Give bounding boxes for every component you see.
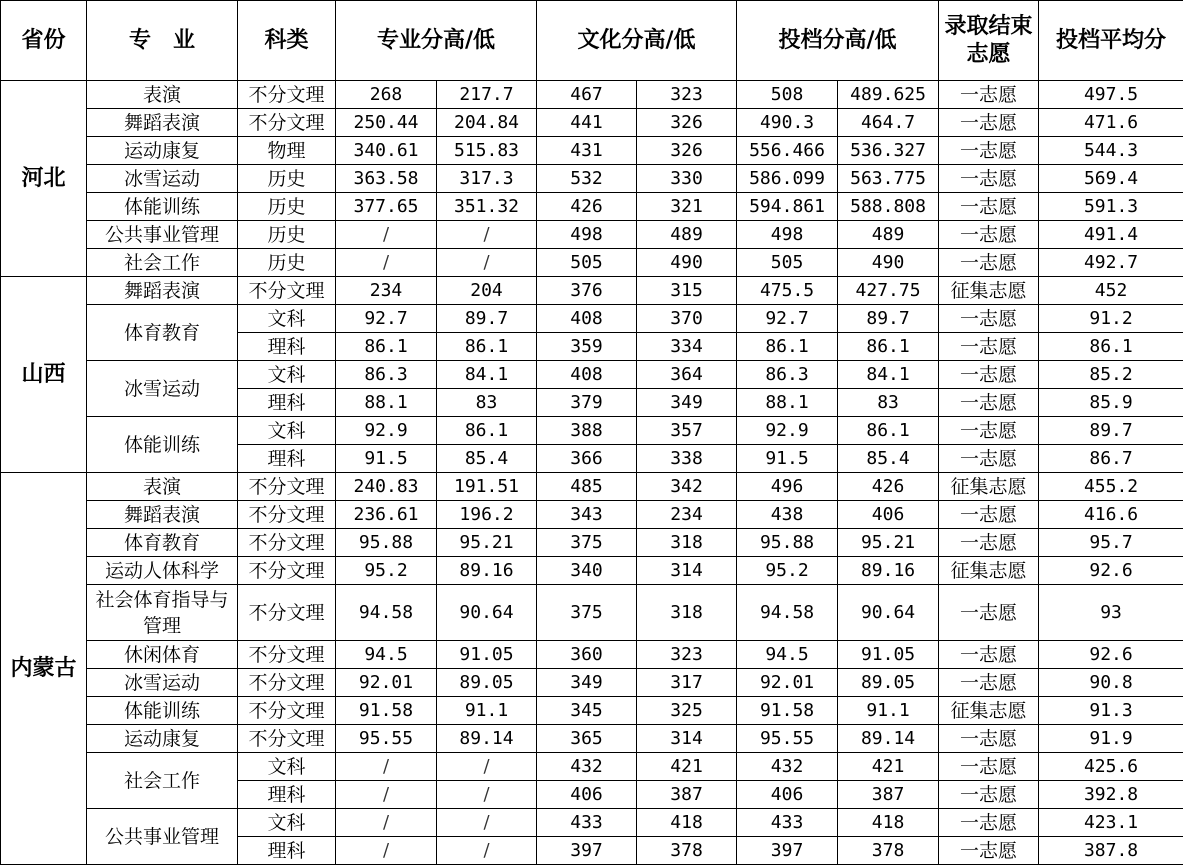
culture-high-cell: 375: [537, 529, 637, 557]
average-cell: 425.6: [1039, 753, 1183, 781]
category-cell: 文科: [238, 305, 336, 333]
culture-low-cell: 370: [637, 305, 737, 333]
volunteer-cell: 一志愿: [939, 445, 1039, 473]
pro-high-cell: 92.9: [336, 417, 437, 445]
file-high-cell: 594.861: [737, 193, 838, 221]
culture-low-cell: 323: [637, 641, 737, 669]
major-cell: 社会体育指导与管理: [87, 585, 238, 641]
pro-low-cell: 86.1: [437, 333, 537, 361]
volunteer-cell: 一志愿: [939, 165, 1039, 193]
file-high-cell: 92.01: [737, 669, 838, 697]
major-cell: 社会工作: [87, 249, 238, 277]
major-cell: 运动康复: [87, 137, 238, 165]
culture-low-cell: 321: [637, 193, 737, 221]
culture-high-cell: 349: [537, 669, 637, 697]
table-row: [1, 809, 1183, 837]
culture-low-cell: 330: [637, 165, 737, 193]
file-low-cell: 387: [838, 781, 939, 809]
table-row: [1, 753, 1183, 781]
table-row: [1, 669, 1183, 697]
volunteer-cell: 一志愿: [939, 109, 1039, 137]
average-cell: 91.9: [1039, 725, 1183, 753]
pro-low-cell: /: [437, 753, 537, 781]
file-high-cell: 92.7: [737, 305, 838, 333]
file-high-cell: 556.466: [737, 137, 838, 165]
average-cell: 497.5: [1039, 81, 1183, 109]
table-row: [1, 641, 1183, 669]
category-cell: 不分文理: [238, 473, 336, 501]
major-cell: 社会工作: [87, 753, 238, 809]
culture-high-cell: 426: [537, 193, 637, 221]
volunteer-cell: 一志愿: [939, 641, 1039, 669]
volunteer-cell: 一志愿: [939, 753, 1039, 781]
culture-high-cell: 340: [537, 557, 637, 585]
category-cell: 不分文理: [238, 277, 336, 305]
culture-high-cell: 498: [537, 221, 637, 249]
culture-high-cell: 376: [537, 277, 637, 305]
file-low-cell: 378: [838, 837, 939, 865]
file-high-cell: 95.55: [737, 725, 838, 753]
table-row: [1, 557, 1183, 585]
average-cell: 95.7: [1039, 529, 1183, 557]
average-cell: 423.1: [1039, 809, 1183, 837]
header-average: 投档平均分: [1039, 1, 1183, 81]
culture-high-cell: 360: [537, 641, 637, 669]
volunteer-cell: 一志愿: [939, 305, 1039, 333]
header-major: 专 业: [87, 1, 238, 81]
major-cell: 体能训练: [87, 697, 238, 725]
average-cell: 491.4: [1039, 221, 1183, 249]
pro-high-cell: /: [336, 221, 437, 249]
volunteer-cell: 一志愿: [939, 193, 1039, 221]
culture-high-cell: 532: [537, 165, 637, 193]
pro-low-cell: 351.32: [437, 193, 537, 221]
file-high-cell: 91.5: [737, 445, 838, 473]
file-low-cell: 84.1: [838, 361, 939, 389]
culture-low-cell: 421: [637, 753, 737, 781]
pro-high-cell: 94.5: [336, 641, 437, 669]
category-cell: 不分文理: [238, 529, 336, 557]
header-admission-end: 录取结束志愿: [939, 1, 1039, 81]
culture-low-cell: 489: [637, 221, 737, 249]
volunteer-cell: 一志愿: [939, 501, 1039, 529]
file-high-cell: 88.1: [737, 389, 838, 417]
table-row: [1, 417, 1183, 445]
average-cell: 91.2: [1039, 305, 1183, 333]
file-low-cell: 588.808: [838, 193, 939, 221]
culture-high-cell: 485: [537, 473, 637, 501]
table-row: [1, 221, 1183, 249]
pro-low-cell: 89.16: [437, 557, 537, 585]
file-high-cell: 94.5: [737, 641, 838, 669]
major-cell: 体能训练: [87, 193, 238, 221]
category-cell: 历史: [238, 165, 336, 193]
culture-high-cell: 505: [537, 249, 637, 277]
category-cell: 不分文理: [238, 697, 336, 725]
pro-high-cell: /: [336, 249, 437, 277]
file-low-cell: 83: [838, 389, 939, 417]
pro-high-cell: /: [336, 753, 437, 781]
average-cell: 89.7: [1039, 417, 1183, 445]
culture-high-cell: 433: [537, 809, 637, 837]
province-cell: 内蒙古: [1, 473, 87, 865]
table-row: [1, 193, 1183, 221]
culture-high-cell: 441: [537, 109, 637, 137]
file-low-cell: 421: [838, 753, 939, 781]
file-high-cell: 505: [737, 249, 838, 277]
major-cell: 冰雪运动: [87, 165, 238, 193]
file-high-cell: 86.3: [737, 361, 838, 389]
header-file-score: 投档分高/低: [737, 1, 939, 81]
pro-low-cell: 89.05: [437, 669, 537, 697]
pro-low-cell: 91.05: [437, 641, 537, 669]
header-pro-score: 专业分高/低: [336, 1, 537, 81]
file-low-cell: 91.05: [838, 641, 939, 669]
culture-low-cell: 338: [637, 445, 737, 473]
file-high-cell: 496: [737, 473, 838, 501]
volunteer-cell: 征集志愿: [939, 277, 1039, 305]
volunteer-cell: 征集志愿: [939, 557, 1039, 585]
file-low-cell: 406: [838, 501, 939, 529]
category-cell: 理科: [238, 445, 336, 473]
category-cell: 理科: [238, 781, 336, 809]
table-row: [1, 529, 1183, 557]
pro-high-cell: 250.44: [336, 109, 437, 137]
culture-high-cell: 408: [537, 305, 637, 333]
table-row: [1, 361, 1183, 389]
major-cell: 体育教育: [87, 305, 238, 361]
major-cell: 运动人体科学: [87, 557, 238, 585]
pro-low-cell: 84.1: [437, 361, 537, 389]
culture-high-cell: 379: [537, 389, 637, 417]
table-row: [1, 81, 1183, 109]
file-high-cell: 498: [737, 221, 838, 249]
pro-high-cell: /: [336, 781, 437, 809]
pro-high-cell: 94.58: [336, 585, 437, 641]
culture-low-cell: 317: [637, 669, 737, 697]
volunteer-cell: 一志愿: [939, 389, 1039, 417]
volunteer-cell: 一志愿: [939, 837, 1039, 865]
pro-low-cell: 89.14: [437, 725, 537, 753]
culture-low-cell: 334: [637, 333, 737, 361]
average-cell: 591.3: [1039, 193, 1183, 221]
pro-low-cell: 204.84: [437, 109, 537, 137]
culture-high-cell: 431: [537, 137, 637, 165]
culture-low-cell: 318: [637, 529, 737, 557]
pro-high-cell: 95.2: [336, 557, 437, 585]
file-high-cell: 95.88: [737, 529, 838, 557]
file-high-cell: 86.1: [737, 333, 838, 361]
pro-low-cell: /: [437, 221, 537, 249]
pro-low-cell: 83: [437, 389, 537, 417]
pro-high-cell: 92.7: [336, 305, 437, 333]
header-category: 科类: [238, 1, 336, 81]
culture-low-cell: 357: [637, 417, 737, 445]
category-cell: 不分文理: [238, 725, 336, 753]
file-high-cell: 95.2: [737, 557, 838, 585]
average-cell: 492.7: [1039, 249, 1183, 277]
pro-high-cell: /: [336, 809, 437, 837]
table-row: [1, 137, 1183, 165]
volunteer-cell: 一志愿: [939, 249, 1039, 277]
volunteer-cell: 征集志愿: [939, 473, 1039, 501]
category-cell: 文科: [238, 753, 336, 781]
culture-low-cell: 234: [637, 501, 737, 529]
average-cell: 92.6: [1039, 557, 1183, 585]
pro-high-cell: 377.65: [336, 193, 437, 221]
category-cell: 不分文理: [238, 501, 336, 529]
file-low-cell: 89.16: [838, 557, 939, 585]
major-cell: 公共事业管理: [87, 221, 238, 249]
volunteer-cell: 一志愿: [939, 781, 1039, 809]
file-high-cell: 397: [737, 837, 838, 865]
file-high-cell: 432: [737, 753, 838, 781]
pro-high-cell: 340.61: [336, 137, 437, 165]
file-low-cell: 489: [838, 221, 939, 249]
volunteer-cell: 一志愿: [939, 669, 1039, 697]
category-cell: 不分文理: [238, 641, 336, 669]
volunteer-cell: 一志愿: [939, 417, 1039, 445]
file-high-cell: 92.9: [737, 417, 838, 445]
file-high-cell: 94.58: [737, 585, 838, 641]
culture-low-cell: 490: [637, 249, 737, 277]
culture-high-cell: 432: [537, 753, 637, 781]
table-row: [1, 473, 1183, 501]
average-cell: 455.2: [1039, 473, 1183, 501]
table-row: [1, 501, 1183, 529]
major-cell: 冰雪运动: [87, 669, 238, 697]
average-cell: 392.8: [1039, 781, 1183, 809]
volunteer-cell: 一志愿: [939, 529, 1039, 557]
category-cell: 文科: [238, 417, 336, 445]
average-cell: 452: [1039, 277, 1183, 305]
category-cell: 不分文理: [238, 557, 336, 585]
category-cell: 理科: [238, 333, 336, 361]
volunteer-cell: 一志愿: [939, 809, 1039, 837]
pro-low-cell: 317.3: [437, 165, 537, 193]
table-row: [1, 585, 1183, 641]
header-culture-score: 文化分高/低: [537, 1, 737, 81]
average-cell: 91.3: [1039, 697, 1183, 725]
pro-low-cell: 90.64: [437, 585, 537, 641]
culture-high-cell: 467: [537, 81, 637, 109]
category-cell: 不分文理: [238, 585, 336, 641]
culture-low-cell: 378: [637, 837, 737, 865]
file-low-cell: 427.75: [838, 277, 939, 305]
culture-high-cell: 345: [537, 697, 637, 725]
file-high-cell: 490.3: [737, 109, 838, 137]
pro-low-cell: /: [437, 809, 537, 837]
pro-high-cell: 88.1: [336, 389, 437, 417]
average-cell: 416.6: [1039, 501, 1183, 529]
major-cell: 表演: [87, 81, 238, 109]
province-cell: 山西: [1, 277, 87, 473]
pro-high-cell: 95.88: [336, 529, 437, 557]
culture-high-cell: 359: [537, 333, 637, 361]
file-high-cell: 433: [737, 809, 838, 837]
volunteer-cell: 一志愿: [939, 725, 1039, 753]
pro-low-cell: 515.83: [437, 137, 537, 165]
pro-high-cell: 240.83: [336, 473, 437, 501]
file-low-cell: 86.1: [838, 333, 939, 361]
culture-low-cell: 318: [637, 585, 737, 641]
culture-low-cell: 315: [637, 277, 737, 305]
file-low-cell: 95.21: [838, 529, 939, 557]
file-low-cell: 90.64: [838, 585, 939, 641]
category-cell: 理科: [238, 389, 336, 417]
culture-high-cell: 366: [537, 445, 637, 473]
average-cell: 92.6: [1039, 641, 1183, 669]
category-cell: 不分文理: [238, 81, 336, 109]
category-cell: 历史: [238, 221, 336, 249]
pro-high-cell: 91.58: [336, 697, 437, 725]
table-row: [1, 277, 1183, 305]
major-cell: 舞蹈表演: [87, 277, 238, 305]
culture-low-cell: 326: [637, 109, 737, 137]
volunteer-cell: 一志愿: [939, 333, 1039, 361]
category-cell: 文科: [238, 809, 336, 837]
culture-low-cell: 387: [637, 781, 737, 809]
culture-low-cell: 418: [637, 809, 737, 837]
pro-low-cell: 196.2: [437, 501, 537, 529]
header-row: [1, 1, 1183, 81]
volunteer-cell: 一志愿: [939, 361, 1039, 389]
category-cell: 历史: [238, 249, 336, 277]
major-cell: 表演: [87, 473, 238, 501]
average-cell: 90.8: [1039, 669, 1183, 697]
volunteer-cell: 征集志愿: [939, 697, 1039, 725]
culture-high-cell: 397: [537, 837, 637, 865]
file-low-cell: 89.05: [838, 669, 939, 697]
culture-high-cell: 408: [537, 361, 637, 389]
file-high-cell: 438: [737, 501, 838, 529]
table-row: [1, 249, 1183, 277]
culture-low-cell: 342: [637, 473, 737, 501]
file-low-cell: 489.625: [838, 81, 939, 109]
culture-low-cell: 325: [637, 697, 737, 725]
pro-high-cell: 234: [336, 277, 437, 305]
volunteer-cell: 一志愿: [939, 585, 1039, 641]
volunteer-cell: 一志愿: [939, 81, 1039, 109]
major-cell: 体育教育: [87, 529, 238, 557]
average-cell: 93: [1039, 585, 1183, 641]
pro-high-cell: 86.3: [336, 361, 437, 389]
major-cell: 冰雪运动: [87, 361, 238, 417]
file-high-cell: 406: [737, 781, 838, 809]
pro-high-cell: 363.58: [336, 165, 437, 193]
table-row: [1, 165, 1183, 193]
pro-high-cell: 86.1: [336, 333, 437, 361]
culture-high-cell: 406: [537, 781, 637, 809]
average-cell: 471.6: [1039, 109, 1183, 137]
volunteer-cell: 一志愿: [939, 221, 1039, 249]
pro-high-cell: 92.01: [336, 669, 437, 697]
average-cell: 387.8: [1039, 837, 1183, 865]
pro-low-cell: 91.1: [437, 697, 537, 725]
average-cell: 86.7: [1039, 445, 1183, 473]
category-cell: 不分文理: [238, 669, 336, 697]
major-cell: 公共事业管理: [87, 809, 238, 865]
table-row: [1, 725, 1183, 753]
culture-high-cell: 388: [537, 417, 637, 445]
file-low-cell: 89.7: [838, 305, 939, 333]
culture-high-cell: 365: [537, 725, 637, 753]
file-low-cell: 418: [838, 809, 939, 837]
pro-low-cell: /: [437, 837, 537, 865]
culture-low-cell: 314: [637, 557, 737, 585]
pro-low-cell: /: [437, 781, 537, 809]
category-cell: 不分文理: [238, 109, 336, 137]
pro-high-cell: 268: [336, 81, 437, 109]
category-cell: 历史: [238, 193, 336, 221]
pro-high-cell: 91.5: [336, 445, 437, 473]
culture-low-cell: 326: [637, 137, 737, 165]
file-low-cell: 86.1: [838, 417, 939, 445]
pro-low-cell: 217.7: [437, 81, 537, 109]
file-low-cell: 91.1: [838, 697, 939, 725]
table-row: [1, 305, 1183, 333]
pro-high-cell: 95.55: [336, 725, 437, 753]
culture-low-cell: 314: [637, 725, 737, 753]
pro-high-cell: 236.61: [336, 501, 437, 529]
table-row: [1, 109, 1183, 137]
culture-low-cell: 364: [637, 361, 737, 389]
file-low-cell: 85.4: [838, 445, 939, 473]
file-high-cell: 475.5: [737, 277, 838, 305]
pro-low-cell: 86.1: [437, 417, 537, 445]
file-low-cell: 490: [838, 249, 939, 277]
average-cell: 86.1: [1039, 333, 1183, 361]
file-low-cell: 536.327: [838, 137, 939, 165]
header-province: 省份: [1, 1, 87, 81]
file-low-cell: 464.7: [838, 109, 939, 137]
pro-high-cell: /: [336, 837, 437, 865]
average-cell: 85.2: [1039, 361, 1183, 389]
pro-low-cell: /: [437, 249, 537, 277]
province-cell: 河北: [1, 81, 87, 277]
major-cell: 舞蹈表演: [87, 109, 238, 137]
average-cell: 544.3: [1039, 137, 1183, 165]
volunteer-cell: 一志愿: [939, 137, 1039, 165]
major-cell: 运动康复: [87, 725, 238, 753]
culture-high-cell: 343: [537, 501, 637, 529]
file-low-cell: 563.775: [838, 165, 939, 193]
file-high-cell: 586.099: [737, 165, 838, 193]
culture-low-cell: 323: [637, 81, 737, 109]
average-cell: 569.4: [1039, 165, 1183, 193]
pro-low-cell: 191.51: [437, 473, 537, 501]
category-cell: 文科: [238, 361, 336, 389]
major-cell: 休闲体育: [87, 641, 238, 669]
pro-low-cell: 89.7: [437, 305, 537, 333]
culture-high-cell: 375: [537, 585, 637, 641]
pro-low-cell: 95.21: [437, 529, 537, 557]
file-low-cell: 426: [838, 473, 939, 501]
file-high-cell: 91.58: [737, 697, 838, 725]
culture-low-cell: 349: [637, 389, 737, 417]
major-cell: 舞蹈表演: [87, 501, 238, 529]
table-row: [1, 697, 1183, 725]
average-cell: 85.9: [1039, 389, 1183, 417]
major-cell: 体能训练: [87, 417, 238, 473]
category-cell: 理科: [238, 837, 336, 865]
pro-low-cell: 204: [437, 277, 537, 305]
file-low-cell: 89.14: [838, 725, 939, 753]
pro-low-cell: 85.4: [437, 445, 537, 473]
file-high-cell: 508: [737, 81, 838, 109]
category-cell: 物理: [238, 137, 336, 165]
